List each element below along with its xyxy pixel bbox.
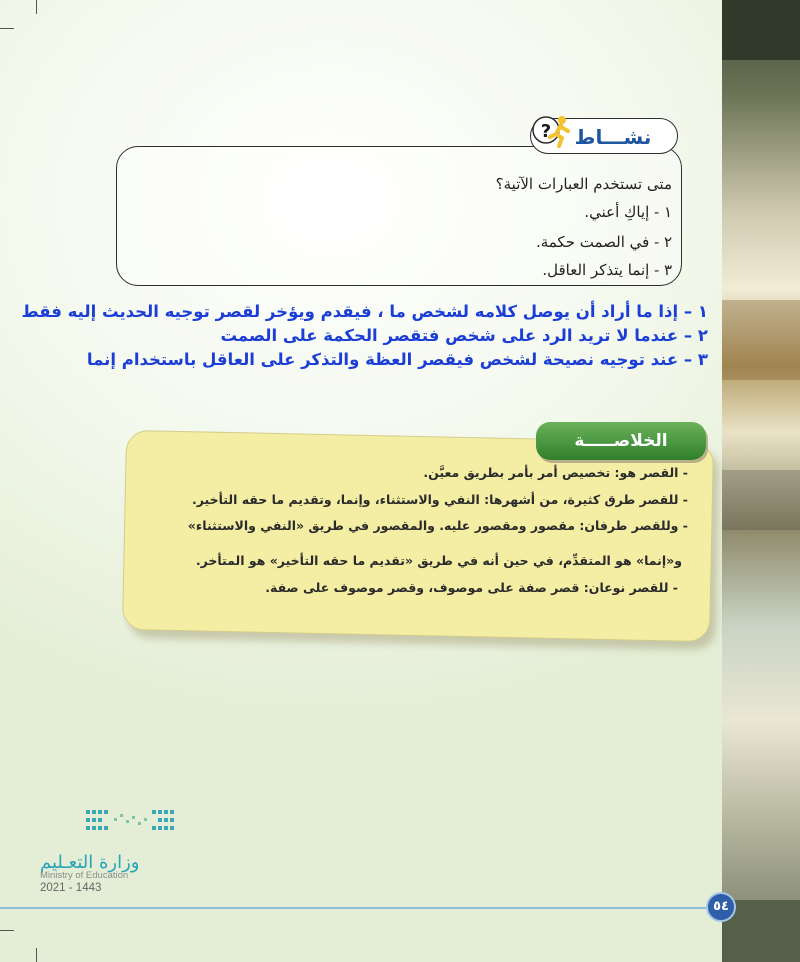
activity-item: ٢ - في الصمت حكمة. [535, 233, 672, 251]
summary-line: و«إنما» هو المتقدِّم، في حين أنه في طريق «تقديم ما حقه التأخير» هو المتأخر. [195, 553, 682, 568]
activity-item: ٣ - إنما يتذكر العاقل. [542, 261, 672, 279]
activity-item: ١ - إياكِ أعني. [584, 203, 672, 221]
summary-line: - القصر هو: تخصيص أمر بأمر بطريق معيَّن. [423, 465, 688, 480]
answer-line: ٣ – عند توجيه نصيحة لشخص فيقصر العظة والتذكر على العاقل باستخدام إنما [86, 350, 708, 369]
activity-title: نشـــاط [574, 125, 652, 149]
summary-line: - للقصر نوعان: قصر صفة على موصوف، وقصر موصوف على صفة. [265, 580, 678, 595]
answer-line: ١ – إذا ما أراد أن يوصل كلامه لشخص ما ، فيقدم ويؤخر لقصر توجيه الحديث إليه فقط [21, 302, 708, 321]
crop-mark [36, 948, 37, 962]
running-question-icon [532, 112, 574, 154]
summary-line: - للقصر طرق كثيرة، من أشهرها: النفي والاستثناء، وإنما، وتقديم ما حقه التأخير. [191, 492, 688, 507]
crop-mark [36, 0, 37, 14]
footer-divider [0, 907, 706, 909]
svg-text:?: ? [540, 121, 552, 142]
page-number: ٥٤ [706, 892, 736, 922]
ministry-name-ar: وزارة التعـليم [40, 852, 140, 873]
ministry-logo-icon [86, 808, 178, 842]
summary-line: - وللقصر طرفان: مقصور ومقصور عليه. والمقصور في طريق «النفي والاستثناء» [187, 518, 688, 533]
summary-title: الخلاصـــــة [574, 431, 668, 451]
crop-mark [0, 930, 14, 931]
decorative-side-photo [722, 0, 800, 962]
answer-line: ٢ – عندما لا تريد الرد على شخص فتقصر الحكمة على الصمت [220, 326, 708, 345]
crop-mark [0, 28, 14, 29]
ministry-name-en: Ministry of Education [40, 870, 129, 881]
summary-box [122, 430, 714, 642]
edition-years: 2021 - 1443 [40, 882, 102, 894]
activity-question: متى تستخدم العبارات الآتية؟ [495, 175, 672, 193]
